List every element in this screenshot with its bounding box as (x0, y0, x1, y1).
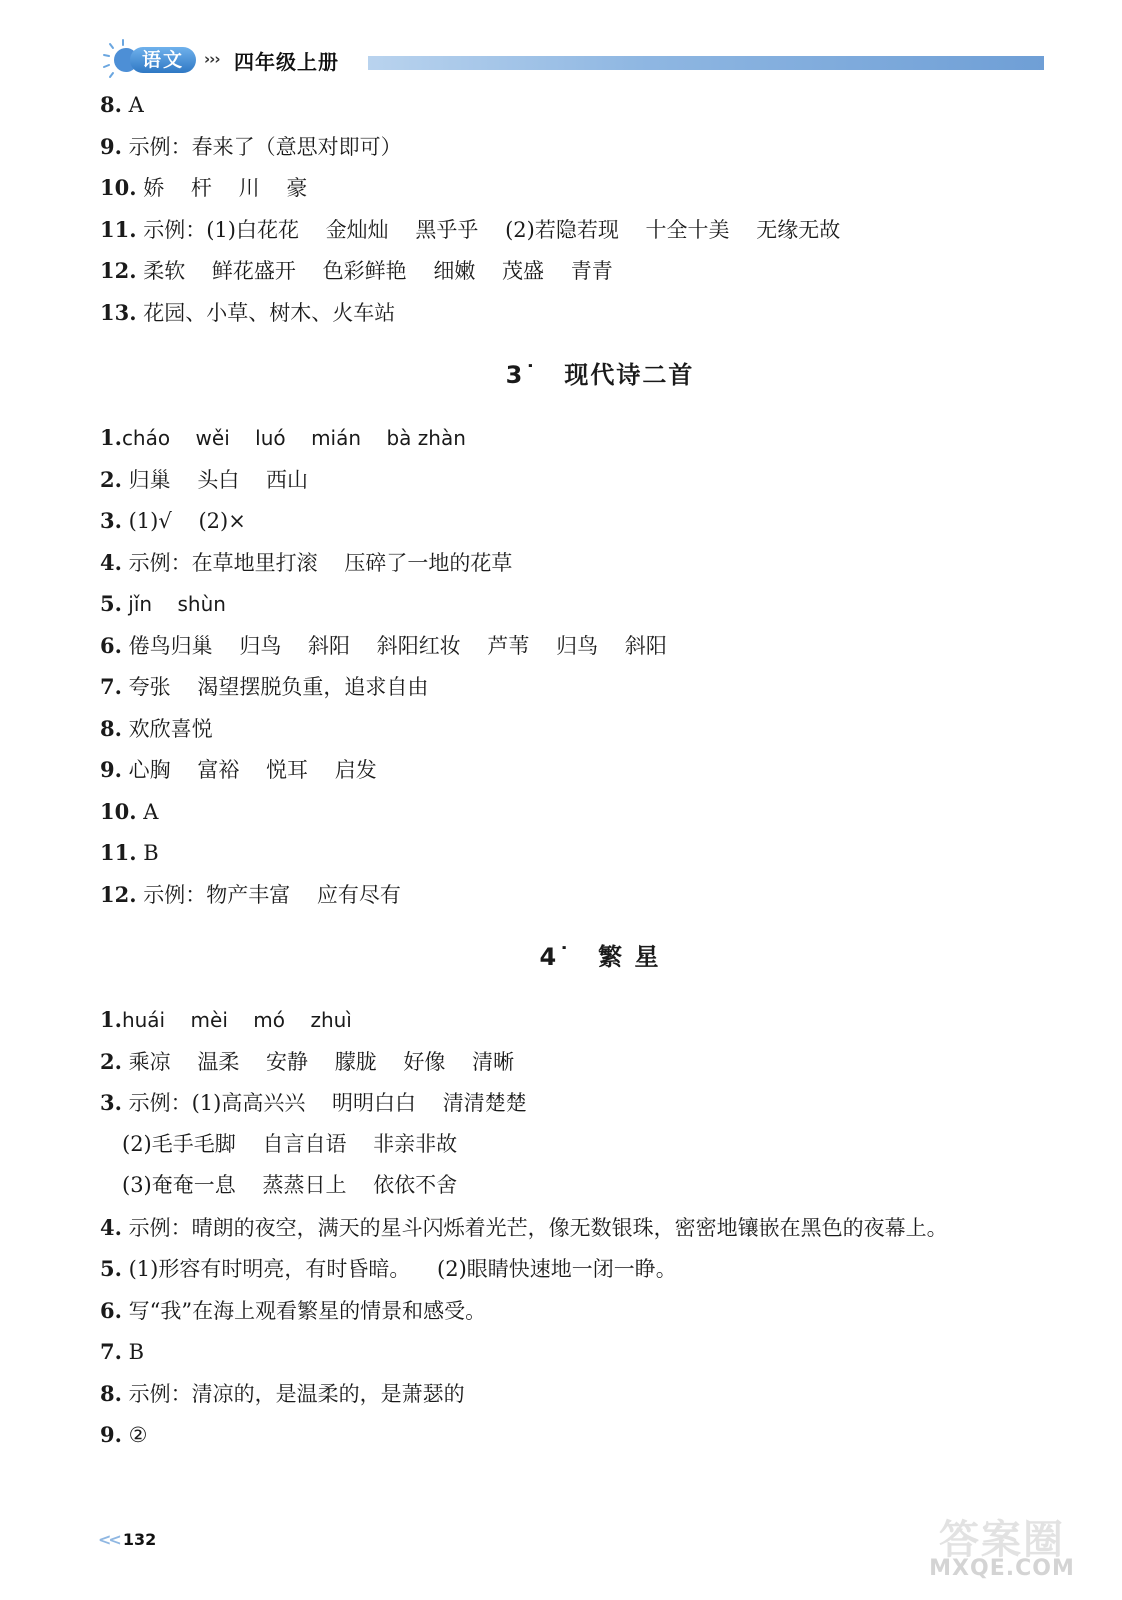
header-bar (368, 56, 1044, 70)
answer-line: 12. 柔软 鲜花盛开 色彩鲜艳 细嫩 茂盛 青青 (100, 258, 613, 283)
answer-line: 5. jǐn shùn (100, 591, 226, 616)
answer-line: (3)奄奄一息 蒸蒸日上 依依不舍 (122, 1173, 458, 1197)
answer-line: 8. 示例：清凉的，是温柔的，是萧瑟的 (100, 1380, 465, 1406)
page-header (100, 38, 1045, 82)
answer-line: 7. 夸张 渴望摆脱负重，追求自由 (100, 674, 429, 699)
answer-line: 4. 示例：晴朗的夜空，满天的星斗闪烁着光芒，像无数银珠，密密地镶嵌在黑色的夜幕上。 (100, 1214, 948, 1240)
answer-line: 11. 示例：(1)白花花 金灿灿 黑乎乎 (2)若隐若现 十全十美 无缘无故 (100, 216, 841, 242)
answer-line: 4. 示例：在草地里打滚 压碎了一地的花草 (100, 549, 513, 575)
answer-line: 2. 乘凉 温柔 安静 朦胧 好像 清晰 (100, 1048, 515, 1074)
double-chevron-left-icon: << (98, 1530, 119, 1549)
section-title: 3˙ 现代诗二首 (505, 361, 695, 389)
answer-line: 1.cháo wěi luó mián bà zhàn (100, 425, 466, 450)
page-footer (98, 1530, 156, 1549)
watermark-text: 答案圈 (939, 1517, 1065, 1563)
answer-line: 9. 心胸 富裕 悦耳 启发 (100, 757, 377, 782)
watermark-url: MXQE.COM (929, 1556, 1075, 1581)
subject-label: 语文 (130, 47, 196, 73)
answer-line: 8. A (100, 92, 144, 117)
answer-line: 9. ② (100, 1422, 148, 1447)
watermark (922, 1508, 1082, 1588)
answer-line: (2)毛手毛脚 自言自语 非亲非故 (122, 1131, 458, 1156)
section-title: 4˙ 繁 星 (539, 943, 661, 971)
answer-line: 3. 示例：(1)高高兴兴 明明白白 清清楚楚 (100, 1090, 527, 1115)
grade-label: 四年级上册 (234, 50, 339, 74)
answer-line: 1.huái mèi mó zhuì (100, 1007, 352, 1032)
answer-line: 3. (1)√ (2)× (100, 508, 246, 533)
answer-line: 11. B (100, 840, 159, 865)
section-3-answers (100, 417, 1000, 915)
answer-line: 8. 欢欣喜悦 (100, 715, 213, 741)
answer-line: 7. B (100, 1339, 145, 1364)
answer-line: 10. 娇 杆 川 豪 (100, 175, 308, 200)
answer-line: 13. 花园、小草、树木、火车站 (100, 299, 396, 325)
answer-line: 2. 归巢 头白 西山 (100, 466, 309, 492)
page-number: 132 (122, 1530, 157, 1549)
section-4-answers (100, 999, 1000, 1456)
answer-line: 12. 示例：物产丰富 应有尽有 (100, 881, 401, 907)
answer-line: 10. A (100, 798, 159, 824)
answer-line: 6. 写“我”在海上观看繁星的情景和感受。 (100, 1297, 487, 1323)
chevron-icon: ››› (204, 50, 220, 68)
answer-line: 6. 倦鸟归巢 归鸟 斜阳 斜阳红妆 芦苇 归鸟 斜阳 (100, 632, 667, 658)
section-continuation (100, 84, 1000, 333)
answer-content (100, 84, 1000, 1456)
answer-line: 9. 示例：春来了（意思对即可） (100, 133, 402, 159)
answer-line: 5. (1)形容有时明亮，有时昏暗。 (2)眼睛快速地一闭一睁。 (100, 1256, 677, 1281)
